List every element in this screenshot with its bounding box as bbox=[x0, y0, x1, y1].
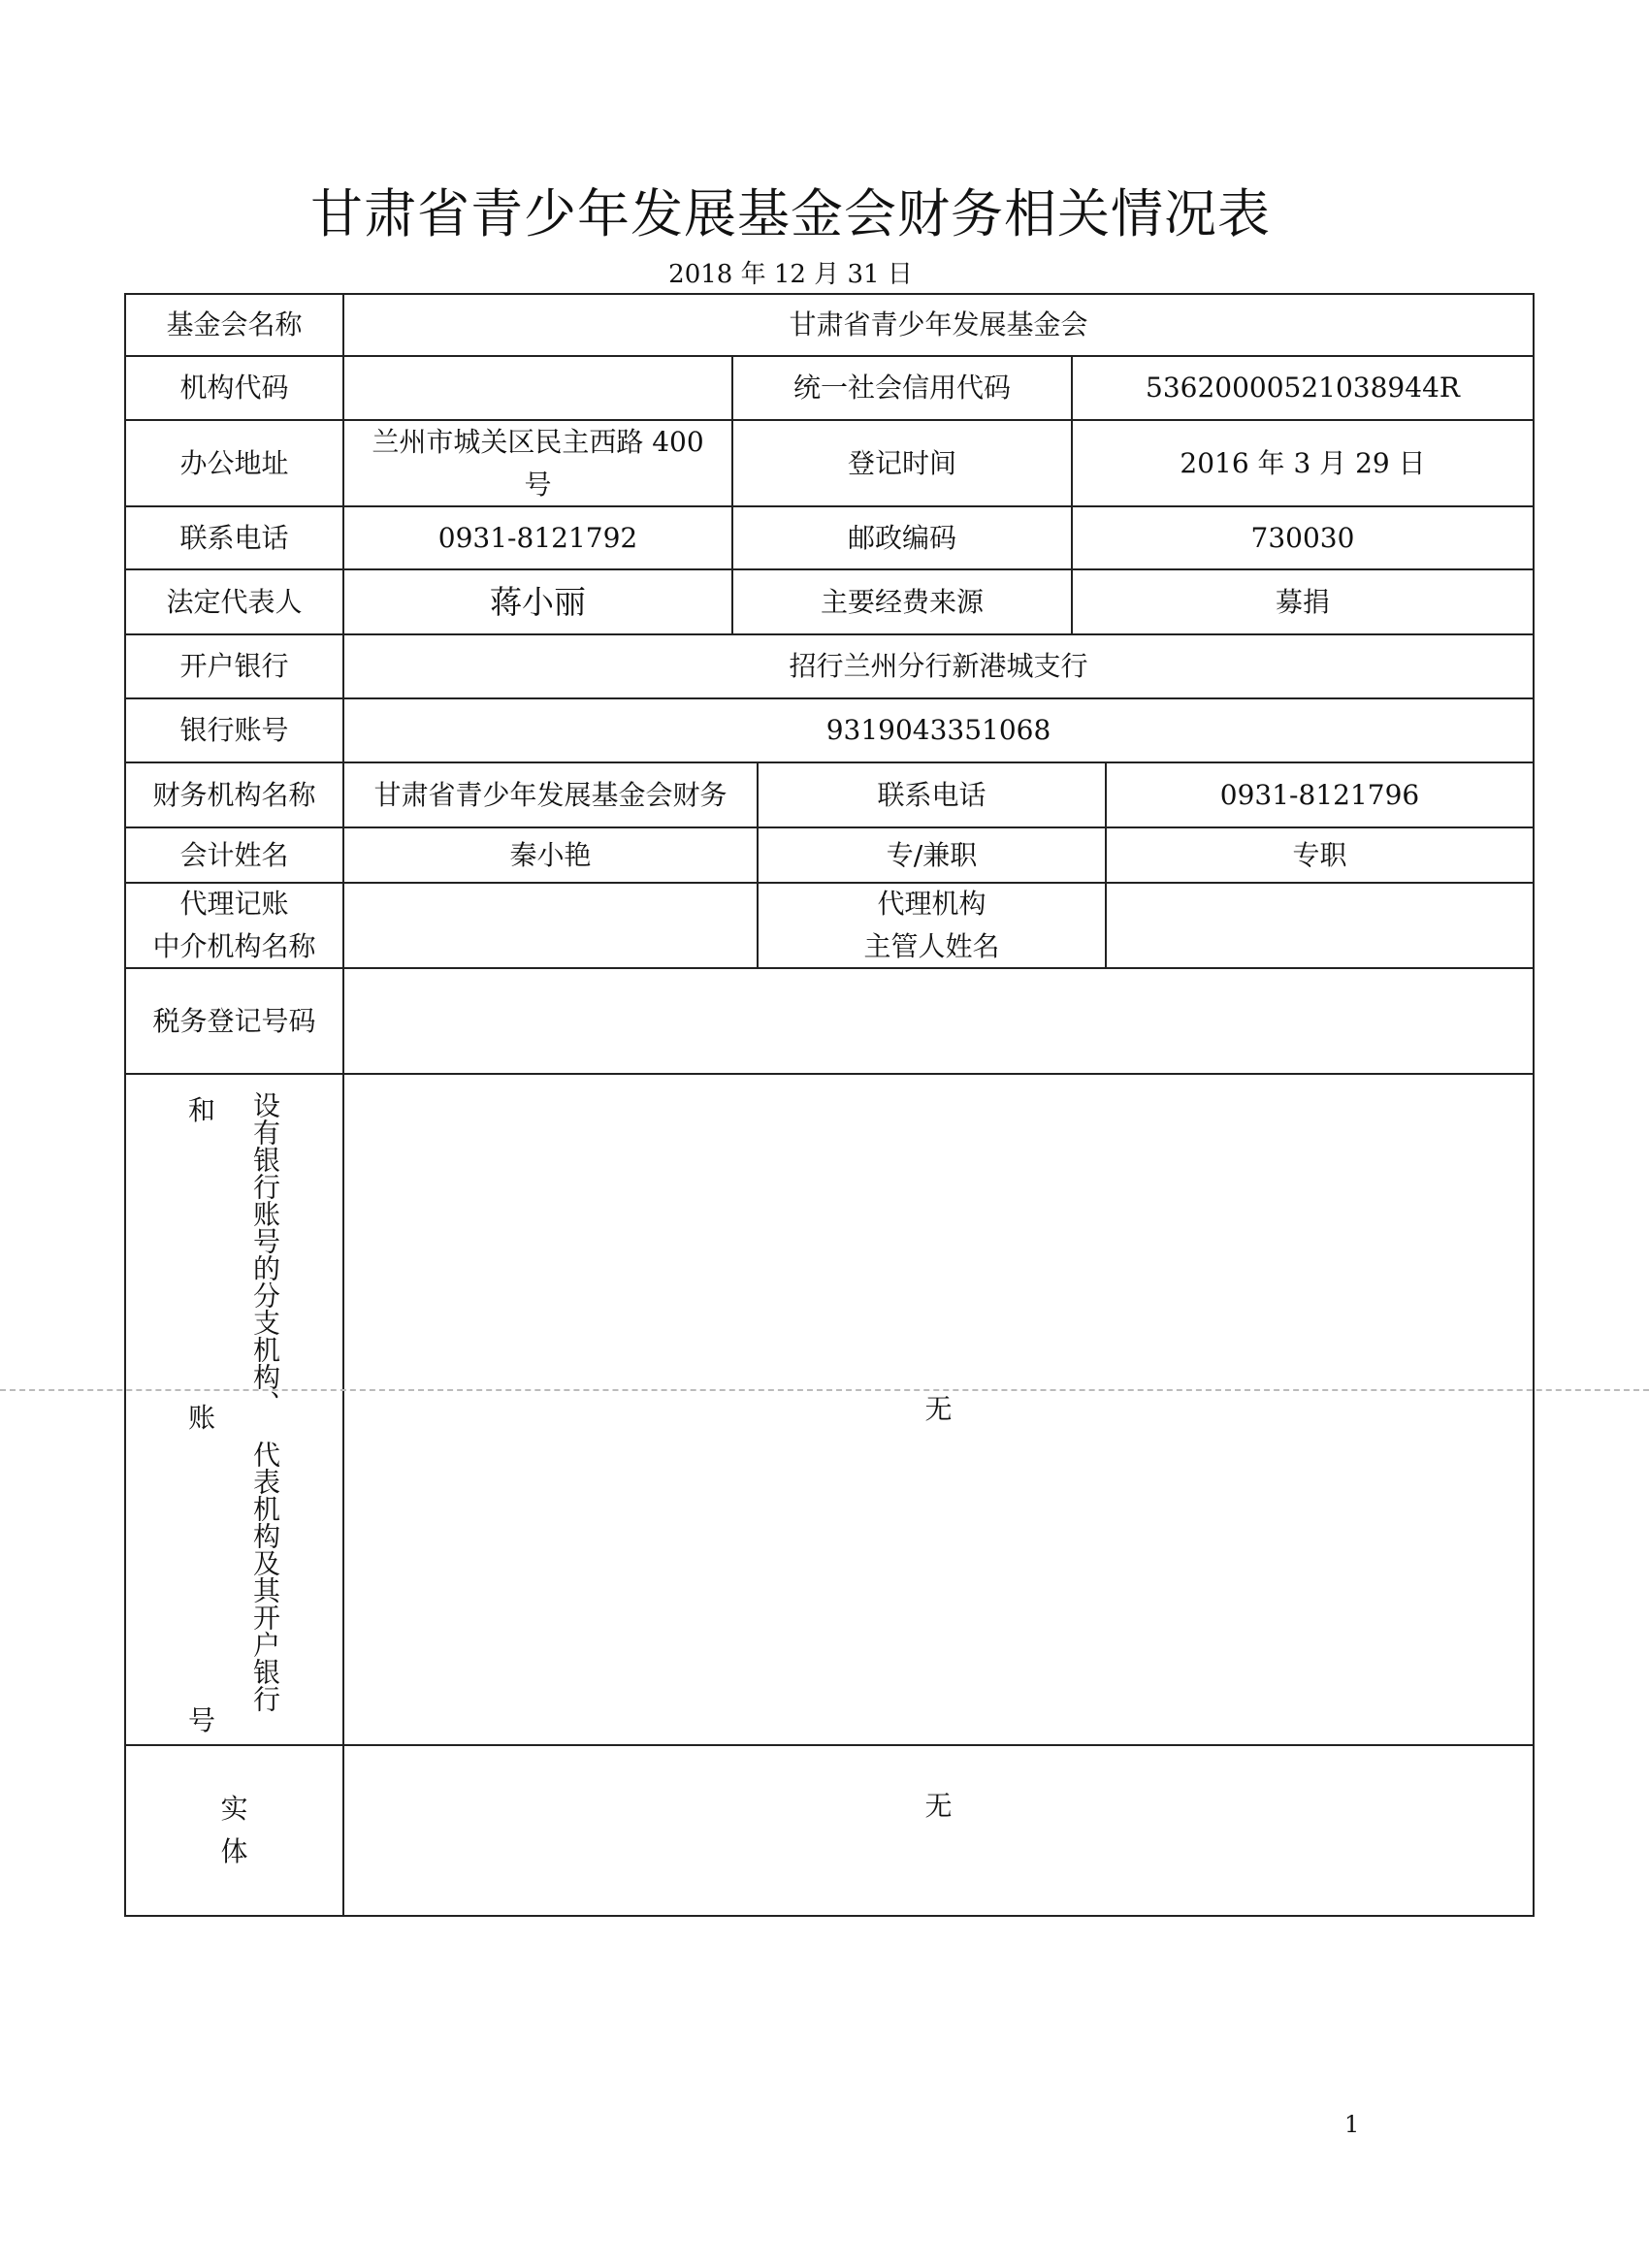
tax-value bbox=[342, 967, 1535, 1075]
finance-phone-label: 联系电话 bbox=[757, 761, 1107, 828]
branches-label-col1: 设有银行账号的分支机构、 bbox=[249, 1091, 281, 1417]
org-code-value bbox=[342, 355, 733, 421]
address-value-cell bbox=[342, 419, 733, 507]
entity-value-cell bbox=[342, 1744, 1535, 1917]
finance-org-label: 财务机构名称 bbox=[124, 761, 344, 828]
account-value: 9319043351068 bbox=[342, 697, 1535, 763]
branches-value: 无 bbox=[342, 1073, 1535, 1746]
postal-code-label: 邮政编码 bbox=[731, 505, 1073, 570]
agent-manager-label bbox=[757, 882, 1107, 969]
entity-label bbox=[124, 1744, 344, 1917]
agent-org-label-line1: 代理记账 bbox=[179, 888, 289, 920]
entity-label-line2: 体 bbox=[220, 1835, 248, 1867]
agent-org-label bbox=[124, 882, 344, 969]
funding-source-label: 主要经费来源 bbox=[731, 568, 1073, 635]
legal-rep-value: 蒋小丽 bbox=[342, 568, 733, 635]
branches-label-cell bbox=[124, 1073, 344, 1746]
foundation-name-value: 甘肃省青少年发展基金会 bbox=[342, 293, 1535, 357]
report-date: 2018 年 12 月 31 日 bbox=[668, 260, 913, 289]
accountant-value: 秦小艳 bbox=[342, 826, 759, 884]
agent-org-value bbox=[342, 882, 759, 969]
credit-code-value: 53620000521038944R bbox=[1071, 355, 1535, 421]
finance-org-value: 甘肃省青少年发展基金会财务 bbox=[342, 761, 759, 828]
legal-rep-label: 法定代表人 bbox=[124, 568, 344, 635]
page-number: 1 bbox=[1344, 2111, 1360, 2138]
branches-label-left-bot: 号 bbox=[188, 1704, 216, 1736]
paper-fold-line bbox=[0, 1389, 1649, 1391]
postal-code-value: 730030 bbox=[1071, 505, 1535, 570]
org-code-label: 机构代码 bbox=[124, 355, 344, 421]
tax-label: 税务登记号码 bbox=[124, 967, 344, 1075]
agent-manager-value bbox=[1105, 882, 1535, 969]
account-label: 银行账号 bbox=[124, 697, 344, 763]
employment-type-value: 专职 bbox=[1105, 826, 1535, 884]
entity-value: 无 bbox=[924, 1790, 953, 1822]
phone-value: 0931-8121792 bbox=[342, 505, 733, 570]
phone-label: 联系电话 bbox=[124, 505, 344, 570]
foundation-name-label: 基金会名称 bbox=[124, 293, 344, 357]
bank-value: 招行兰州分行新港城支行 bbox=[342, 633, 1535, 699]
branches-label-left-top: 和 bbox=[188, 1094, 216, 1126]
document-title: 甘肃省青少年发展基金会财务相关情况表 bbox=[310, 183, 1271, 244]
agent-manager-label-line2: 主管人姓名 bbox=[863, 930, 1000, 962]
address-label: 办公地址 bbox=[124, 419, 344, 507]
registration-date-value: 2016 年 3 月 29 日 bbox=[1071, 419, 1535, 507]
entity-label-line1: 实 bbox=[220, 1793, 248, 1825]
bank-label: 开户银行 bbox=[124, 633, 344, 699]
registration-date-label: 登记时间 bbox=[731, 419, 1073, 507]
address-value: 兰州市城关区民主西路 400 号 bbox=[372, 425, 704, 501]
agent-manager-label-line1: 代理机构 bbox=[877, 888, 986, 920]
accountant-label: 会计姓名 bbox=[124, 826, 344, 884]
finance-phone-value: 0931-8121796 bbox=[1105, 761, 1535, 828]
funding-source-value: 募捐 bbox=[1071, 568, 1535, 635]
employment-type-label: 专/兼职 bbox=[757, 826, 1107, 884]
credit-code-label: 统一社会信用代码 bbox=[731, 355, 1073, 421]
branches-label-col2: 代表机构及其开户银行 bbox=[249, 1441, 281, 1712]
branches-label-left-mid: 账 bbox=[188, 1402, 216, 1434]
agent-org-label-line2: 中介机构名称 bbox=[152, 930, 316, 962]
